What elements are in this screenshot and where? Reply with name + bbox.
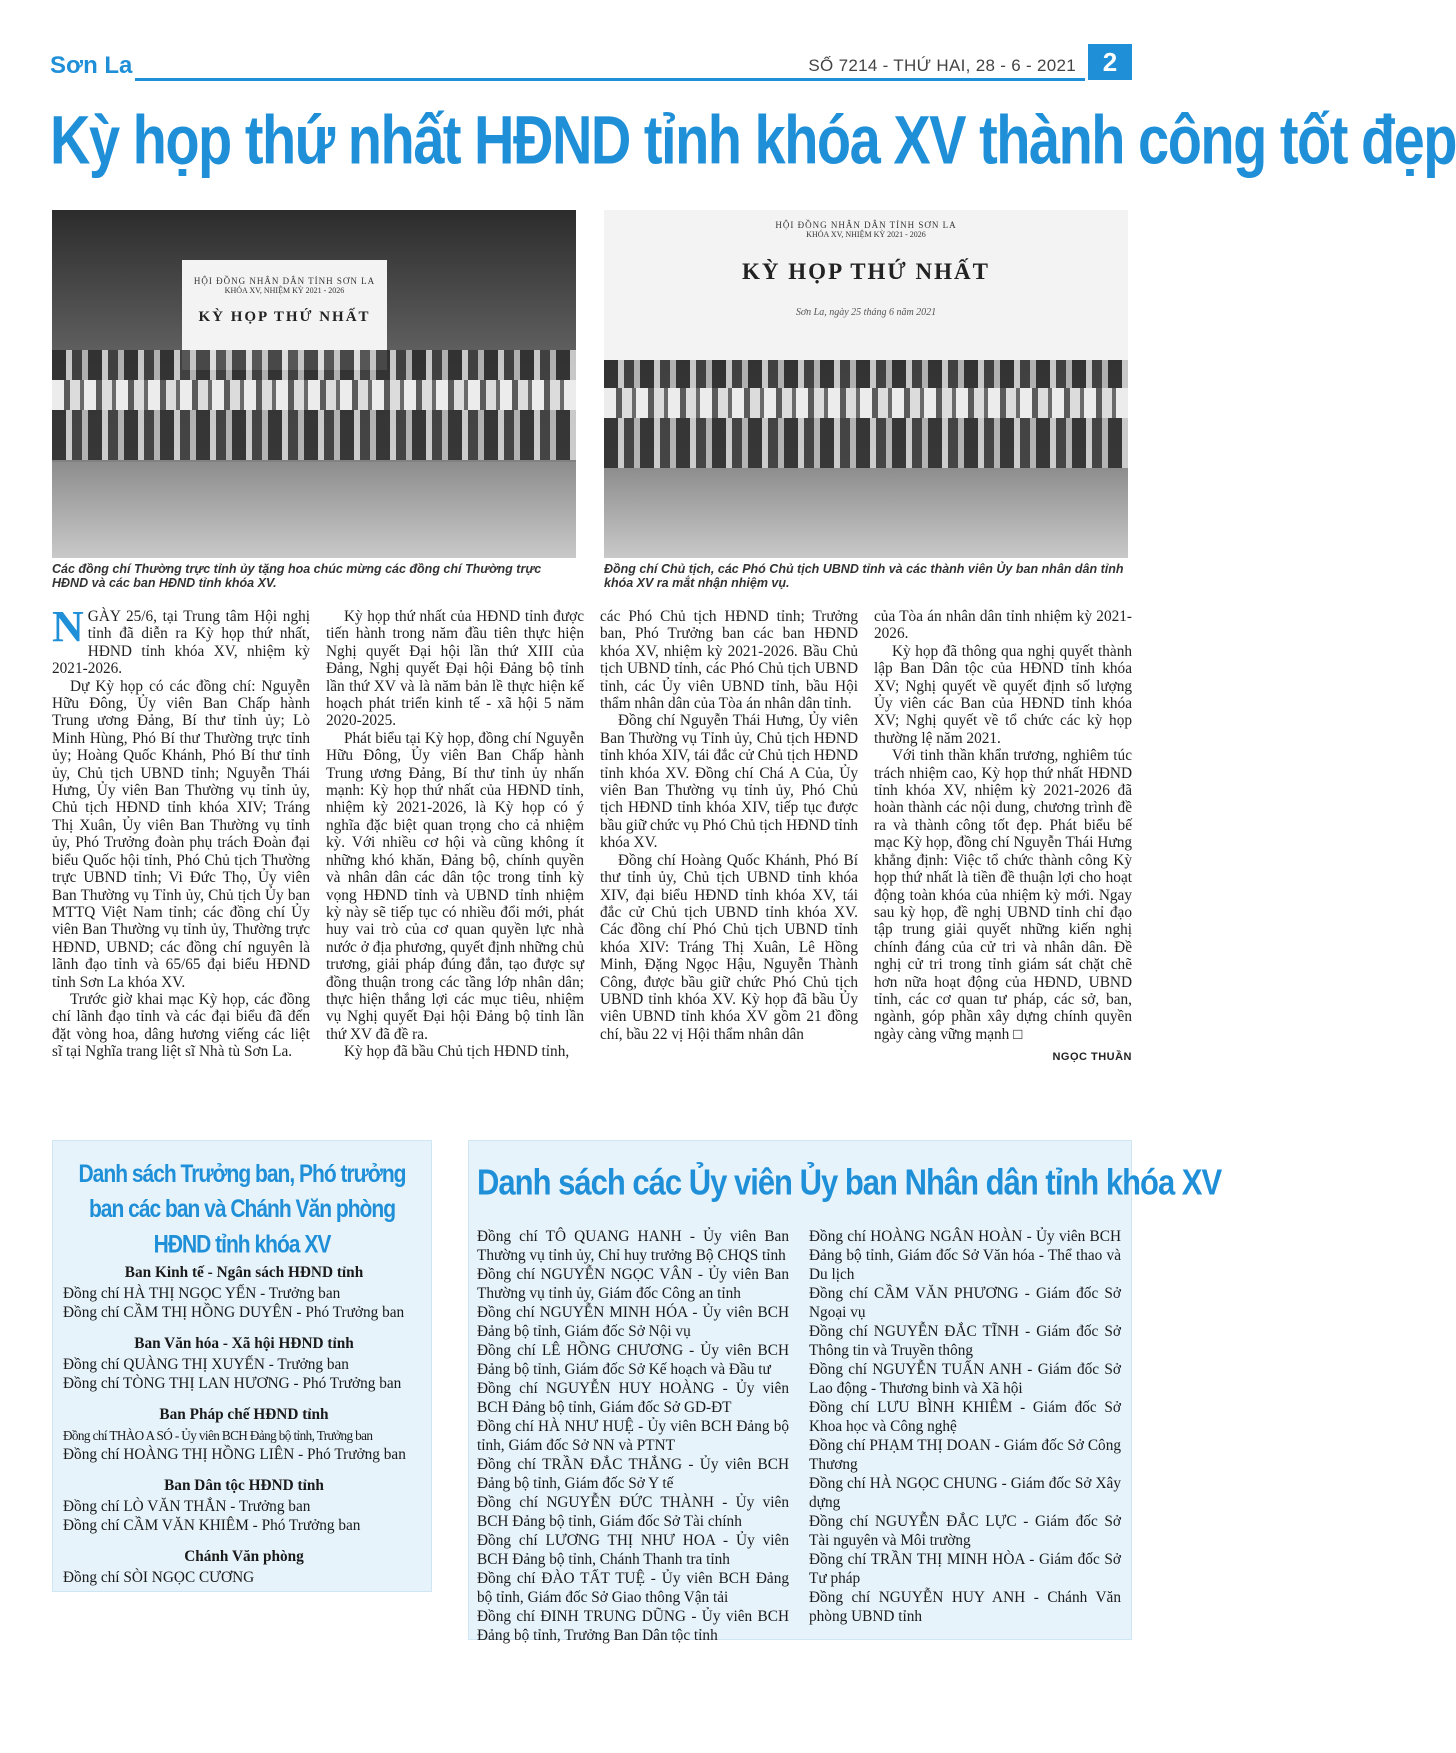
- headline: Kỳ họp thứ nhất HĐND tỉnh khóa XV thành công tốt đẹp: [50, 101, 1456, 179]
- article-paragraph: Đồng chí Nguyễn Thái Hưng, Ủy viên Ban Thường vụ Tỉnh ủy, Chủ tịch HĐND tỉnh khóa XIV, tái đắc cử Chủ tịch HĐND tỉnh khóa XV. Đồng chí Chá A Của, Ủy viên Ban Thường vụ tỉnh ủy, Phó Chủ tịch HĐND tỉnh khóa XIV, tiếp tục được bầu giữ chức vụ Phó Chủ tịch HĐND tỉnh khóa XV.: [600, 712, 858, 852]
- ubnd-member: Đồng chí LƯU BÌNH KHIÊM - Giám đốc Sở Khoa học và Công nghệ: [809, 1399, 1121, 1435]
- article-column-1: [52, 602, 310, 1061]
- photo-right-banner-title: KỲ HỌP THỨ NHẤT: [742, 259, 990, 284]
- committee-heads-box: [52, 1140, 432, 1592]
- article-column-3: [600, 608, 858, 1043]
- article-paragraph: các Phó Chủ tịch HĐND tỉnh; Trưởng ban, Phó Trưởng ban các ban HĐND khóa XV, nhiệm kỳ 2021-2026. Bầu Chủ tịch UBND tỉnh, các Phó Chủ tịch UBND tỉnh, các Ủy viên UBND tỉnh, bầu Hội thẩm nhân dân của Tòa án nhân dân tỉnh.: [600, 608, 858, 713]
- ubnd-member: Đồng chí NGUYỄN TUẤN ANH - Giám đốc Sở Lao động - Thương binh và Xã hội: [809, 1361, 1121, 1397]
- ubnd-member: Đồng chí TRẦN THỊ MINH HÒA - Giám đốc Sở Tư pháp: [809, 1551, 1121, 1587]
- committee-group: [63, 1547, 425, 1587]
- ubnd-members-box: [468, 1140, 1222, 1644]
- end-mark: □: [1013, 1025, 1023, 1043]
- ubnd-member: Đồng chí LÊ HỒNG CHƯƠNG - Ủy viên BCH Đảng bộ tỉnh, Giám đốc Sở Kế hoạch và Đầu tư: [477, 1342, 789, 1378]
- ubnd-member: Đồng chí NGUYỄN MINH HÓA - Ủy viên BCH Đảng bộ tỉnh, Giám đốc Sở Nội vụ: [477, 1304, 789, 1340]
- committee-group-heading: Chánh Văn phòng: [184, 1548, 304, 1565]
- article-body: [52, 602, 1132, 1108]
- ubnd-member: Đồng chí PHẠM THỊ DOAN - Giám đốc Sở Công Thương: [809, 1437, 1121, 1473]
- ubnd-member: Đồng chí ĐÀO TẤT TUỆ - Ủy viên BCH Đảng bộ tỉnh, Giám đốc Sở Giao thông Vận tải: [477, 1570, 789, 1606]
- article-column-2: [326, 608, 584, 1061]
- photo-left-flowers: [52, 380, 576, 410]
- drop-cap: N: [52, 602, 84, 651]
- committee-member: Đồng chí HÀ THỊ NGỌC YẾN - Trưởng ban: [63, 1285, 341, 1302]
- ubnd-member: Đồng chí NGUYỄN ĐẮC LỰC - Giám đốc Sở Tài nguyên và Môi trường: [809, 1513, 1121, 1549]
- committee-heads-list: [63, 1263, 425, 1599]
- ubnd-member: Đồng chí HÀ NHƯ HUỆ - Ủy viên BCH Đảng bộ tỉnh, Giám đốc Sở NN và PTNT: [477, 1418, 789, 1454]
- article-paragraph-text: Với tinh thần khẩn trương, nghiêm túc trách nhiệm cao, Kỳ họp thứ nhất HĐND tỉnh khóa XV, nhiệm kỳ 2021-2026 đã hoàn thành các nội dung, chương trình đề ra và thành công tốt đẹp. Phát biểu bế mạc Kỳ họp, đồng chí Nguyễn Thái Hưng khẳng định: Việc tổ chức thành công Kỳ họp thứ nhất là tiền đề thuận lợi cho hoạt động toàn khóa của nhiệm kỳ mới. Ngay sau kỳ họp, đề nghị UBND tỉnh chỉ đạo tập trung giải quyết những kiến nghị chính đáng của cử tri và nhân dân. Đề nghị cử tri trong tỉnh giám sát chặt chẽ hơn nữa hoạt động của HĐND, UBND tỉnh, các cơ quan tư pháp, các sở, ban, ngành, góp phần xây dựng chính quyền ngày càng vững mạnh: [874, 747, 1132, 1043]
- photo-right-banner: [604, 210, 1128, 360]
- header-rule: [135, 78, 1085, 81]
- article-paragraph: Kỳ họp đã thông qua nghị quyết thành lập Ban Dân tộc của HĐND tỉnh khóa XV; Nghị quyết về quyết định số lượng Ủy viên các Ban của HĐND tỉnh khóa XV; Nghị quyết về tổ chức các kỳ họp thường lệ năm 2021.: [874, 642, 1132, 747]
- photo-right-banner-line2: KHÓA XV, NHIỆM KỲ 2021 - 2026: [806, 230, 926, 239]
- ubnd-member: Đồng chí TÔ QUANG HANH - Ủy viên Ban Thường vụ tỉnh ủy, Chỉ huy trưởng Bộ CHQS tỉnh: [477, 1228, 789, 1264]
- ubnd-member: Đồng chí NGUYỄN ĐỨC THÀNH - Ủy viên BCH Đảng bộ tỉnh, Giám đốc Sở Tài chính: [477, 1494, 789, 1530]
- ubnd-member: Đồng chí NGUYỄN ĐẮC TĨNH - Giám đốc Sở Thông tin và Truyền thông: [809, 1323, 1121, 1359]
- committee-group: [63, 1405, 425, 1464]
- article-paragraph-text: GÀY 25/6, tại Trung tâm Hội nghị tỉnh đã diễn ra Kỳ họp thứ nhất, HĐND tỉnh khóa XV, nhiệm kỳ 2021-2026.: [52, 608, 310, 678]
- ubnd-members-title: Danh sách các Ủy viên Ủy ban Nhân dân tỉnh khóa XV: [477, 1161, 1222, 1203]
- ubnd-member: Đồng chí NGUYỄN HUY ANH - Chánh Văn phòng UBND tỉnh: [809, 1589, 1121, 1625]
- committee-group-heading: Ban Dân tộc HĐND tỉnh: [164, 1477, 324, 1494]
- ubnd-members-column-2: [809, 1227, 1121, 1626]
- ubnd-member: Đồng chí TRẦN ĐẮC THẮNG - Ủy viên BCH Đảng bộ tỉnh, Giám đốc Sở Y tế: [477, 1456, 789, 1492]
- page-number: 2: [1088, 44, 1132, 80]
- section-name: Sơn La: [50, 52, 133, 79]
- article-paragraph: Đồng chí Hoàng Quốc Khánh, Phó Bí thư tỉnh ủy, Chủ tịch UBND tỉnh khóa XIV, đại biểu HĐND tỉnh khóa XV, tái đắc cử Chủ tịch UBND tỉnh khóa XV. Các đồng chí Phó Chủ tịch UBND tỉnh khóa XIV: Tráng Thị Xuân, Lê Hồng Minh, Đặng Ngọc Hậu, Nguyễn Thành Công, được bầu giữ chức Phó Chủ tịch UBND tỉnh khóa XV. Kỳ họp đã bầu Ủy viên UBND tỉnh khóa XV gồm 21 đồng chí, bầu 22 vị Hội thẩm nhân dân: [600, 851, 858, 1043]
- article-paragraph: của Tòa án nhân dân tỉnh nhiệm kỳ 2021-2026.: [874, 608, 1132, 643]
- committee-group: [63, 1334, 425, 1393]
- article-paragraph: Trước giờ khai mạc Kỳ họp, các đồng chí lãnh đạo tỉnh và các đại biểu đã đến đặt vòng hoa, dâng hương viếng các liệt sĩ tại Nghĩa trang liệt sĩ Nhà tù Sơn La.: [52, 990, 310, 1061]
- committee-heads-title: Danh sách Trưởng ban, Phó trưởng ban các ban và Chánh Văn phòng HĐND tỉnh khóa XV: [78, 1160, 406, 1259]
- article-paragraph: [874, 747, 1132, 1043]
- ubnd-member: Đồng chí CẦM VĂN PHƯƠNG - Giám đốc Sở Ngoại vụ: [809, 1285, 1121, 1321]
- article-paragraph: [52, 602, 310, 678]
- committee-member: Đồng chí THÀO A SÓ - Ủy viên BCH Đảng bộ tỉnh, Trưởng ban: [63, 1428, 373, 1443]
- committee-member: Đồng chí HOÀNG THỊ HỒNG LIÊN - Phó Trưởng ban: [63, 1446, 406, 1463]
- ubnd-member: Đồng chí ĐINH TRUNG DŨNG - Ủy viên BCH Đảng bộ tỉnh, Trưởng Ban Dân tộc tỉnh: [477, 1608, 789, 1644]
- committee-group-heading: Ban Kinh tế - Ngân sách HĐND tỉnh: [124, 1264, 364, 1281]
- committee-member: Đồng chí CẦM THỊ HỒNG DUYÊN - Phó Trưởng ban: [63, 1304, 405, 1321]
- ubnd-member: Đồng chí HÀ NGỌC CHUNG - Giám đốc Sở Xây dựng: [809, 1475, 1121, 1511]
- photo-left: [52, 210, 576, 558]
- photo-right-flowers: [604, 388, 1128, 418]
- author-byline: NGỌC THUẦN: [1052, 1051, 1132, 1064]
- article-column-4: [874, 608, 1132, 1067]
- committee-group-heading: Ban Văn hóa - Xã hội HĐND tỉnh: [134, 1335, 354, 1352]
- committee-member: Đồng chí CẦM VĂN KHIÊM - Phó Trưởng ban: [63, 1517, 361, 1534]
- committee-member: Đồng chí TÒNG THỊ LAN HƯƠNG - Phó Trưởng ban: [63, 1375, 402, 1392]
- photo-right: [604, 210, 1128, 558]
- photo-left-banner-title: KỲ HỌP THỨ NHẤT: [198, 309, 371, 325]
- photo-left-banner-line2: KHÓA XV, NHIỆM KỲ 2021 - 2026: [224, 286, 345, 295]
- committee-member: Đồng chí LÒ VĂN THẮN - Trưởng ban: [63, 1498, 311, 1515]
- ubnd-members-column-1: [477, 1227, 789, 1645]
- article-paragraph: Dự Kỳ họp có các đồng chí: Nguyễn Hữu Đông, Ủy viên Ban Chấp hành Trung ương Đảng, Bí thư tỉnh ủy; Lò Minh Hùng, Phó Bí thư Thường trực tỉnh ủy; Hoàng Quốc Khánh, Phó Bí thư tỉnh ủy, Chủ tịch UBND tỉnh; Nguyễn Thái Hưng, Ủy viên Ban Thường vụ tỉnh ủy, Chủ tịch HĐND tỉnh khóa XIV; Tráng Thị Xuân, Ủy viên Ban Thường vụ tỉnh ủy, Phó Trưởng đoàn phụ trách Đoàn đại biểu Quốc hội tỉnh, Phó Chủ tịch Thường trực UBND tỉnh; Vi Đức Thọ, Ủy viên Ban Thường vụ Tỉnh ủy, Chủ tịch Ủy ban MTTQ Việt Nam tỉnh; các đồng chí Ủy viên Ban Thường vụ tỉnh ủy, Thường trực HĐND, UBND; các đồng chí nguyên là lãnh đạo tỉnh và 65/65 đại biểu HĐND tỉnh Sơn La khóa XV.: [52, 677, 310, 991]
- article-paragraph: Kỳ họp thứ nhất của HĐND tỉnh được tiến hành trong năm đầu tiên thực hiện Nghị quyết Đại hội lần thứ XIII của Đảng, Nghị quyết Đại hội Đảng bộ tỉnh lần thứ XV và là năm bản lề thực hiện kế hoạch phát triển kinh tế - xã hội 5 năm 2020-2025.: [326, 608, 584, 730]
- issue-info: SỐ 7214 - THỨ HAI, 28 - 6 - 2021: [808, 56, 1076, 75]
- committee-group: [63, 1263, 425, 1322]
- committee-member: Đồng chí SÒI NGỌC CƯƠNG: [63, 1569, 255, 1586]
- photo-left-caption: Các đồng chí Thường trực tỉnh ủy tặng hoa chúc mừng các đồng chí Thường trực HĐND và các ban HĐND tỉnh khóa XV.: [52, 562, 542, 590]
- ubnd-member: Đồng chí NGUYỄN HUY HOÀNG - Ủy viên BCH Đảng bộ tỉnh, Giám đốc Sở GD-ĐT: [477, 1380, 789, 1416]
- article-paragraph: Kỳ họp đã bầu Chủ tịch HĐND tỉnh,: [344, 1043, 570, 1061]
- photo-right-stage: [604, 468, 1128, 558]
- article-paragraph: Phát biểu tại Kỳ họp, đồng chí Nguyễn Hữu Đông, Ủy viên Ban Chấp hành Trung ương Đảng, Bí thư tỉnh ủy nhấn mạnh: Kỳ họp thứ nhất của HĐND tỉnh, nhiệm kỳ 2021-2026, là Kỳ họp có ý nghĩa đặc biệt quan trọng cho cả nhiệm kỳ. Với nhiều cơ hội và cũng không ít những khó khăn, Đảng bộ, chính quyền và nhân dân các dân tộc trong tỉnh kỳ vọng HĐND tỉnh và UBND tỉnh nhiệm kỳ này sẽ tiếp tục có nhiều đổi mới, phát huy vai trò của cơ quan quyền lực nhà nước ở địa phương, quyết định những chủ trương, giải pháp đúng đắn, tạo được sự đồng thuận trong các tầng lớp nhân dân; thực hiện thắng lợi các mục tiêu, nhiệm vụ Nghị quyết Đại hội Đảng bộ tỉnh lần thứ XV đã đề ra.: [326, 729, 584, 1043]
- committee-group-heading: Ban Pháp chế HĐND tỉnh: [159, 1406, 329, 1423]
- photo-right-caption: Đồng chí Chủ tịch, các Phó Chủ tịch UBND tỉnh và các thành viên Ủy ban nhân dân tỉnh khóa XV ra mắt nhận nhiệm vụ.: [604, 562, 1124, 590]
- photo-right-banner-line1: HỘI ĐỒNG NHÂN DÂN TỈNH SƠN LA: [775, 220, 957, 230]
- ubnd-member: Đồng chí HOÀNG NGÂN HOÀN - Ủy viên BCH Đảng bộ tỉnh, Giám đốc Sở Văn hóa - Thể thao và Du lịch: [809, 1228, 1121, 1283]
- committee-group: [63, 1476, 425, 1535]
- page-header: [50, 44, 1132, 88]
- photo-left-banner-line1: HỘI ĐỒNG NHÂN DÂN TỈNH SƠN LA: [193, 276, 376, 286]
- ubnd-member: Đồng chí LƯƠNG THỊ NHƯ HOA - Ủy viên BCH Đảng bộ tỉnh, Chánh Thanh tra tỉnh: [477, 1532, 789, 1568]
- committee-member: Đồng chí QUÀNG THỊ XUYẾN - Trưởng ban: [63, 1356, 349, 1373]
- photo-right-banner-date: Sơn La, ngày 25 tháng 6 năm 2021: [795, 307, 937, 318]
- photo-left-stage: [52, 462, 576, 558]
- ubnd-member: Đồng chí NGUYỄN NGỌC VÂN - Ủy viên Ban Thường vụ tỉnh ủy, Giám đốc Công an tỉnh: [477, 1266, 789, 1302]
